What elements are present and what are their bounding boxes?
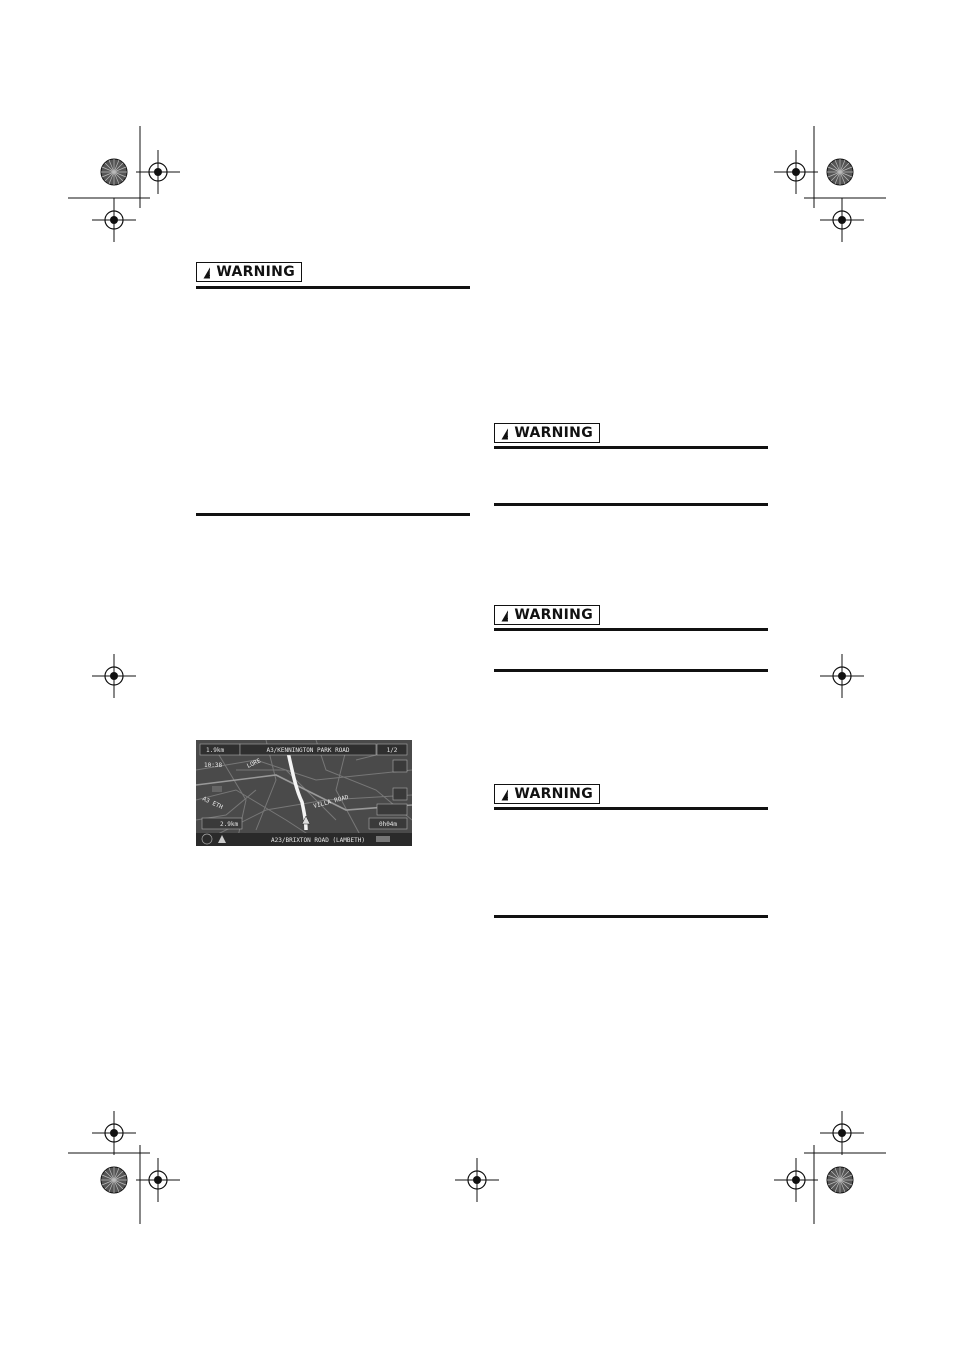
registration-mark	[820, 198, 864, 242]
map-road-label: VILLA ROAD	[312, 793, 350, 810]
registration-mark	[92, 1111, 136, 1155]
warning-triangle-icon	[501, 609, 508, 622]
warning-label: WARNING	[514, 786, 593, 802]
warning-top-rule	[494, 628, 768, 631]
warning-label: WARNING	[514, 607, 593, 623]
map-remaining-time: 0h04m	[378, 821, 398, 828]
warning-top-rule	[494, 807, 768, 810]
registration-mark	[774, 1158, 818, 1202]
warning-box-4	[494, 784, 600, 804]
warning-box-1	[196, 262, 302, 282]
color-wheel-mark	[827, 1167, 853, 1193]
warning-box-3	[494, 605, 600, 625]
warning-triangle-icon	[203, 266, 210, 279]
map-road-label: A3 ETH	[201, 795, 224, 811]
registration-mark	[92, 198, 136, 242]
registration-mark	[820, 1111, 864, 1155]
map-road-label: LORE	[245, 757, 262, 770]
registration-mark	[820, 654, 864, 698]
map-scale: 1/2	[386, 747, 398, 754]
warning-label: WARNING	[514, 425, 593, 441]
color-wheel-mark	[101, 159, 127, 185]
warning-top-rule	[494, 446, 768, 449]
registration-mark	[136, 1158, 180, 1202]
navigation-map-screen	[196, 740, 412, 846]
map-remaining-distance: 2.9km	[220, 821, 239, 828]
color-wheel-mark	[101, 1167, 127, 1193]
warning-triangle-icon	[501, 427, 508, 440]
color-wheel-mark	[827, 159, 853, 185]
registration-mark	[136, 150, 180, 194]
warning-triangle-icon	[501, 788, 508, 801]
registration-mark	[774, 150, 818, 194]
map-clock: 10:38	[204, 762, 223, 769]
warning-bottom-rule	[494, 915, 768, 918]
warning-top-rule	[196, 286, 470, 289]
map-next-street: A3/KENNINGTON PARK ROAD	[266, 747, 350, 754]
warning-bottom-rule	[494, 669, 768, 672]
registration-mark	[455, 1158, 499, 1202]
warning-box-2	[494, 423, 600, 443]
warning-label: WARNING	[216, 264, 295, 280]
registration-mark	[92, 654, 136, 698]
warning-bottom-rule	[196, 513, 470, 516]
map-current-street: A23/BRIXTON ROAD (LAMBETH)	[271, 837, 365, 844]
map-distance-to-turn: 1.9km	[206, 747, 225, 754]
warning-bottom-rule	[494, 503, 768, 506]
